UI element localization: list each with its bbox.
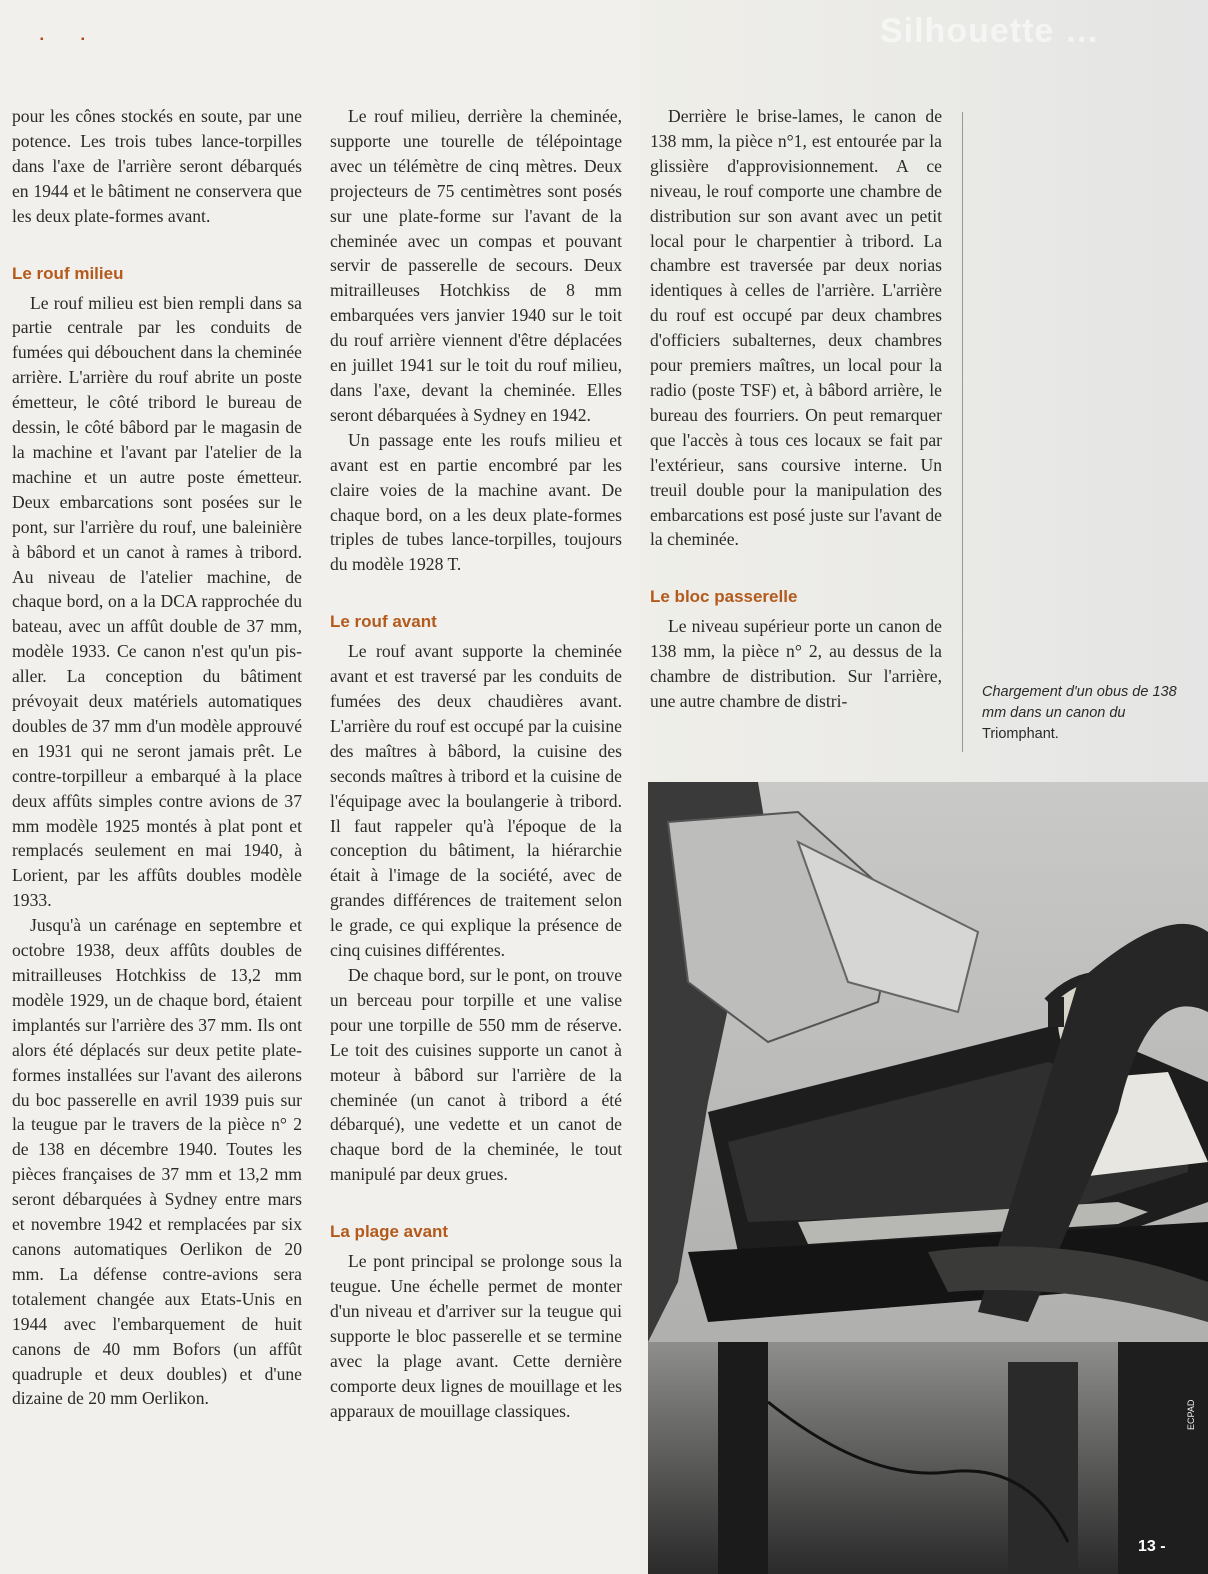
page-number: 13 - bbox=[1138, 1538, 1166, 1555]
paragraph: Derrière le brise-lames, le canon de 138 mm, la pièce n°1, est entourée par la glissière d'approvisionnement. A ce niveau, le rouf comporte une chambre de distribution sur son avant avec un petit local pour le charpentier à tribord. La chambre est traversée par deux norias identiques à celles de l'arrière. L'arrière du rouf est occupé par deux chambres d'officiers subalternes, deux chambres pour premiers maîtres, un local pour la radio (poste TSF) et, à bâbord arrière, le bureau des fourriers. On peut remarquer que l'accès à tous ces locaux se fait par l'extérieur, sans coursive interne. Un treuil double pour la manipulation des embarcations est posé juste sur l'avant de la cheminée. bbox=[650, 106, 942, 550]
column-divider-rule bbox=[962, 112, 963, 752]
paragraph: Le pont principal se prolonge sous la teugue. Une échelle permet de monter d'un niveau et d'arriver sur la teugue qui supporte le bloc passerelle et se termine avec la plage avant. Cette dernière comporte deux lignes de mouillage et les apparaux de mouillage classiques. bbox=[330, 1251, 622, 1421]
photo-credit: ECPAD bbox=[1186, 1399, 1196, 1430]
caption-ship-name: Triomphant. bbox=[982, 726, 1059, 742]
paragraph: De chaque bord, sur le pont, on trouve un berceau pour torpille et une valise pour une torpille de 550 mm de réserve. Le toit des cuisines supporte un canot à moteur à bâbord sur l'arrière de la cheminée (un canot à tribord a été débarqué), une vedette et un canot de chaque bord de la cheminée, le tout manipulé par deux grues. bbox=[330, 965, 622, 1185]
text-column-2 bbox=[330, 104, 622, 1424]
text-column-1 bbox=[12, 104, 302, 1411]
paragraph: Jusqu'à un carénage en septembre et octobre 1938, deux affûts doubles de mitrailleuses Hotchkiss de 13,2 mm modèle 1929, un de chaque bord, étaient implantés sur l'arrière des 37 mm. Ils ont alors été déplacés sur deux petite plate-formes installées sur l'avant des ailerons du boc passerelle en avril 1939 puis sur la teugue par le travers de la pièce n° 2 de 138 en décembre 1940. Toutes les pièces françaises de 37 mm et 13,2 mm seront débarquées à Sydney entre mars et novembre 1942 et remplacées par six canons automatiques Oerlikon de 20 mm. La défense contre-avions sera totalement changée aux Etats-Unis en 1944 avec l'embarquement de huit canons de 40 mm Bofors (un affût quadruple et deux doubles) et d'une dizaine de 20 mm Oerlikon. bbox=[12, 915, 302, 1409]
paragraph: Un passage ente les roufs milieu et avant est en partie encombré par les claire voies de la machine avant. De chaque bord, on a les deux plate-formes triples de tubes lance-torpilles, toujours du modèle 1928 T. bbox=[330, 429, 622, 575]
paragraph: Le rouf milieu est bien rempli dans sa partie centrale par les conduits de fumées qui débouchent dans la cheminée arrière. L'arrière du rouf abrite un poste émetteur, le côté tribord le bureau de dessin, le côté bâbord par le magasin de la machine et l'avant par l'atelier de la machine et un autre poste émetteur. Deux embarcations sont posées sur le pont, sur l'arrière du rouf, une baleinière à bâbord et un canot à rames à tribord. Au niveau de l'atelier machine, de chaque bord, on a la DCA rapprochée du bateau, avec un affût double de 37 mm, modèle 1933. Ce canon n'est qu'un pis-aller. La conception du bâtiment prévoyait deux matériels automatiques doubles de 37 mm d'un modèle approuvé en 1931 qui ne seront jamais prêt. Le contre-torpilleur a embarqué à la place deux affûts simples contre avions de 37 mm modèle 1925 montés à plat pont et remplacés seulement en mai 1940, à Lorient, par les affûts doubles modèle 1933. bbox=[12, 292, 302, 911]
photo-illustration bbox=[648, 782, 1208, 1574]
section-heading-bloc-passerelle: Le bloc passerelle bbox=[650, 587, 798, 607]
section-heading-plage-avant: La plage avant bbox=[330, 1222, 449, 1242]
text-column-3 bbox=[650, 104, 942, 714]
faded-header-title: Silhouette … bbox=[880, 12, 1100, 50]
paragraph: pour les cônes stockés en soute, par une potence. Les trois tubes lance-torpilles dans l'axe de l'arrière seront débarqués en 1944 et le bâtiment ne conservera que les deux plate-formes avant. bbox=[12, 106, 302, 226]
photo-caption bbox=[982, 682, 1182, 745]
section-heading-rouf-milieu: Le rouf milieu bbox=[12, 263, 124, 283]
decorative-specks: ▪ ▪ bbox=[40, 34, 85, 45]
section-heading-rouf-avant: Le rouf avant bbox=[330, 612, 437, 632]
paragraph: Le rouf avant supporte la cheminée avant et est traversé par les conduits de fumées des deux chaudières avant. L'arrière du rouf est occupé par la cuisine des maîtres à bâbord, la cuisine des seconds maîtres à tribord et la cuisine de l'équipage avec la boulangerie à tribord. Il faut rappeler qu'à l'époque de la conception du bâtiment, la hiérarchie était à l'image de la société, avec de grandes différences de traitement selon le grade, ce qui explique la présence de cinq cuisines différentes. bbox=[330, 641, 622, 961]
caption-text: Chargement d'un obus de 138 mm dans un canon du bbox=[982, 684, 1177, 721]
paragraph: Le rouf milieu, derrière la cheminée, supporte une tourelle de télépointage avec un télémètre de cinq mètres. Deux projecteurs de 75 centimètres sont posés sur une plate-forme sur l'avant de la cheminée avec un compas et pouvant servir de passerelle de secours. Deux mitrailleuses Hotchkiss de 8 mm embarquées vers janvier 1940 sur le toit du rouf arrière viennent d'être déplacées en juillet 1941 sur le toit du rouf milieu, dans l'axe, devant la cheminée. Elles seront débarquées à Sydney en 1942. bbox=[330, 106, 622, 425]
archival-photo-gun-loading bbox=[648, 782, 1208, 1574]
paragraph: Le niveau supérieur porte un canon de 138 mm, la pièce n° 2, au dessus de la chambre de distribution. Sur l'arrière, une autre chambre de distri- bbox=[650, 616, 942, 712]
